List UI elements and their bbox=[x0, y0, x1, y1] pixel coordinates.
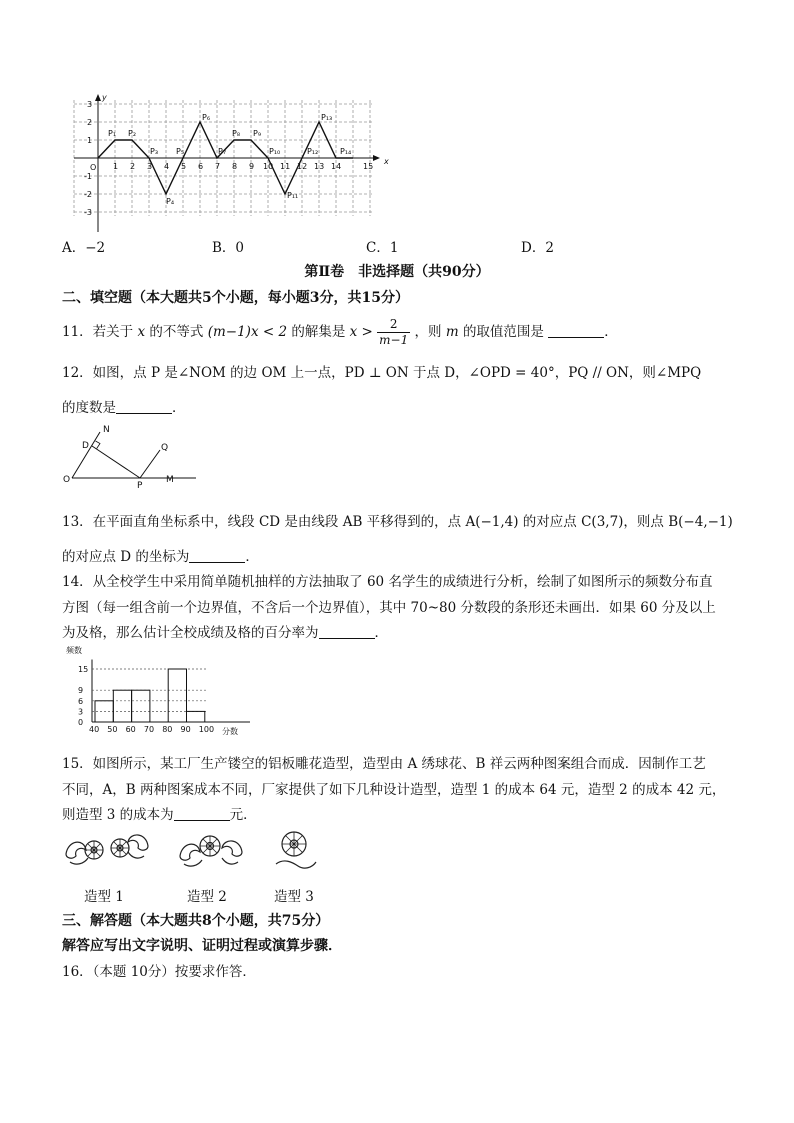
hist-x-tick: 40 bbox=[89, 725, 100, 734]
hist-y-tick: 0 bbox=[78, 718, 84, 727]
svg-text:P₁₃: P₁₃ bbox=[321, 113, 333, 122]
svg-text:P₁₂: P₁₂ bbox=[307, 147, 319, 156]
svg-text:2: 2 bbox=[87, 118, 93, 127]
q15-answer-blank[interactable] bbox=[174, 808, 230, 821]
q14-answer-blank[interactable] bbox=[319, 626, 375, 639]
q12-angle-figure bbox=[60, 420, 210, 490]
svg-text:4: 4 bbox=[164, 162, 170, 171]
q11-fraction: $\frac{2}{m-1}$ bbox=[379, 317, 409, 347]
q10-option-d[interactable]: D．2 bbox=[521, 240, 554, 256]
svg-text:P₆: P₆ bbox=[202, 113, 211, 122]
q11-text: 11．若关于 x 的不等式 (m−1)x < 2 的解集是 x > $\frac{2}{m-1}$ ，则 m 的取值范围是 ． bbox=[62, 317, 618, 347]
q15-caption-3: 造型 3 bbox=[274, 889, 314, 905]
q12-line1: 12．如图，点 P 是∠NOM 的边 OM 上一点，PD ⊥ ON 于点 D，∠OPD = 40°，PQ // ON，则∠MPQ bbox=[62, 365, 702, 381]
hist-x-tick: 60 bbox=[125, 725, 136, 734]
hist-y-tick: 3 bbox=[78, 707, 84, 717]
svg-text:P₂: P₂ bbox=[128, 129, 137, 138]
section2-header: 二、填空题（本大题共5个小题，每小题3分，共15分） bbox=[62, 290, 409, 306]
svg-text:x: x bbox=[384, 157, 389, 166]
q10-zigzag-graph bbox=[60, 92, 390, 242]
q13-answer-blank[interactable] bbox=[189, 550, 245, 563]
q10-option-c[interactable]: C．1 bbox=[366, 240, 399, 256]
q15-pattern-2 bbox=[176, 822, 246, 874]
hist-x-tick: 100 bbox=[198, 725, 215, 734]
svg-text:P₇: P₇ bbox=[218, 147, 227, 156]
svg-text:9: 9 bbox=[249, 162, 255, 171]
part2-title: 第Ⅱ卷 非选择题（共90分） bbox=[304, 264, 490, 280]
svg-text:P₃: P₃ bbox=[150, 147, 159, 156]
svg-text:10: 10 bbox=[263, 162, 274, 171]
svg-text:3: 3 bbox=[147, 162, 153, 171]
svg-text:M: M bbox=[166, 475, 174, 485]
section3-header: 三、解答题（本大题共8个小题，共75分） bbox=[62, 913, 330, 929]
svg-text:1: 1 bbox=[87, 136, 93, 145]
q15-line3: 则造型 3 的成本为 元． bbox=[62, 807, 257, 823]
q12-line2: 的度数是 ． bbox=[62, 400, 186, 416]
svg-text:-3: -3 bbox=[84, 208, 92, 217]
q15-line2: 不同，A，B 两种图案成本不同，厂家提供了如下几种设计造型，造型 1 的成本 64 元，造型 2 的成本 42 元， bbox=[62, 782, 726, 798]
svg-text:P₁₄: P₁₄ bbox=[340, 147, 352, 156]
svg-text:P₉: P₉ bbox=[253, 129, 262, 138]
svg-text:Q: Q bbox=[161, 443, 169, 453]
svg-text:11: 11 bbox=[280, 162, 291, 171]
svg-text:3: 3 bbox=[87, 100, 93, 109]
q16-text: 16．（本题 10分）按要求作答． bbox=[62, 964, 256, 980]
hist-x-tick: 90 bbox=[180, 725, 191, 734]
q14-line3: 为及格，那么估计全校成绩及格的百分率为 ． bbox=[62, 625, 388, 641]
hist-y-tick: 15 bbox=[78, 665, 89, 674]
hist-bar bbox=[132, 690, 150, 722]
q13-line2: 的对应点 D 的坐标为 ． bbox=[62, 549, 259, 565]
svg-text:P₅: P₅ bbox=[176, 147, 185, 156]
q14-histogram bbox=[58, 644, 258, 736]
svg-text:y: y bbox=[102, 93, 107, 102]
hist-ylabel: 频数 bbox=[66, 646, 82, 655]
svg-text:1: 1 bbox=[113, 162, 119, 171]
svg-text:15: 15 bbox=[363, 162, 374, 171]
hist-bar bbox=[187, 711, 205, 722]
q15-pattern-3 bbox=[270, 824, 320, 872]
svg-text:2: 2 bbox=[130, 162, 136, 171]
svg-text:P₁₁: P₁₁ bbox=[287, 191, 299, 200]
hist-bar bbox=[168, 669, 186, 722]
q15-line1: 15．如图所示，某工厂生产镂空的铝板雕花造型，造型由 A 绣球花、B 祥云两种图案组合而成．因制作工艺 bbox=[62, 756, 706, 772]
svg-text:5: 5 bbox=[181, 162, 187, 171]
hist-x-tick: 80 bbox=[162, 725, 173, 734]
svg-text:8: 8 bbox=[232, 162, 238, 171]
q10-option-b[interactable]: B．0 bbox=[212, 240, 245, 256]
q14-line2: 方图（每一组含前一个边界值，不含后一个边界值），其中 70~80 分数段的条形还未画出．如果 60 分及以上 bbox=[62, 600, 716, 616]
svg-text:6: 6 bbox=[198, 162, 204, 171]
hist-y-tick: 6 bbox=[78, 696, 84, 706]
svg-text:13: 13 bbox=[314, 162, 325, 171]
svg-text:-2: -2 bbox=[84, 190, 92, 199]
q10-option-a[interactable]: A．−2 bbox=[62, 240, 106, 256]
section3-note: 解答应写出文字说明、证明过程或演算步骤． bbox=[62, 938, 342, 954]
q15-pattern-1 bbox=[62, 824, 152, 874]
q13-line1: 13．在平面直角坐标系中，线段 CD 是由线段 AB 平移得到的，点 A(−1,4) 的对应点 C(3,7)，则点 B(−4,−1) bbox=[62, 514, 733, 530]
svg-text:P₁₀: P₁₀ bbox=[269, 147, 281, 156]
hist-xlabel: 分数 bbox=[222, 727, 238, 736]
svg-text:N: N bbox=[103, 425, 110, 435]
hist-x-tick: 50 bbox=[107, 725, 118, 734]
svg-text:-1: -1 bbox=[84, 172, 92, 181]
svg-text:P₄: P₄ bbox=[166, 197, 175, 206]
svg-text:14: 14 bbox=[331, 162, 342, 171]
svg-text:O: O bbox=[90, 163, 97, 172]
q15-caption-2: 造型 2 bbox=[187, 889, 227, 905]
q12-answer-blank[interactable] bbox=[116, 401, 172, 414]
hist-y-tick: 9 bbox=[78, 686, 84, 696]
svg-text:O: O bbox=[63, 475, 71, 485]
svg-text:7: 7 bbox=[215, 162, 221, 171]
svg-text:P₁: P₁ bbox=[108, 129, 117, 138]
q11-answer-blank[interactable] bbox=[548, 325, 604, 338]
q14-line1: 14．从全校学生中采用简单随机抽样的方法抽取了 60 名学生的成绩进行分析，绘制了如图所示的频数分布直 bbox=[62, 574, 713, 590]
svg-text:D: D bbox=[82, 441, 89, 451]
hist-bar bbox=[113, 690, 131, 722]
q15-caption-1: 造型 1 bbox=[84, 889, 124, 905]
hist-x-tick: 70 bbox=[143, 725, 155, 734]
svg-text:P₈: P₈ bbox=[232, 129, 241, 138]
svg-text:P: P bbox=[137, 481, 143, 490]
svg-text:12: 12 bbox=[297, 162, 308, 171]
